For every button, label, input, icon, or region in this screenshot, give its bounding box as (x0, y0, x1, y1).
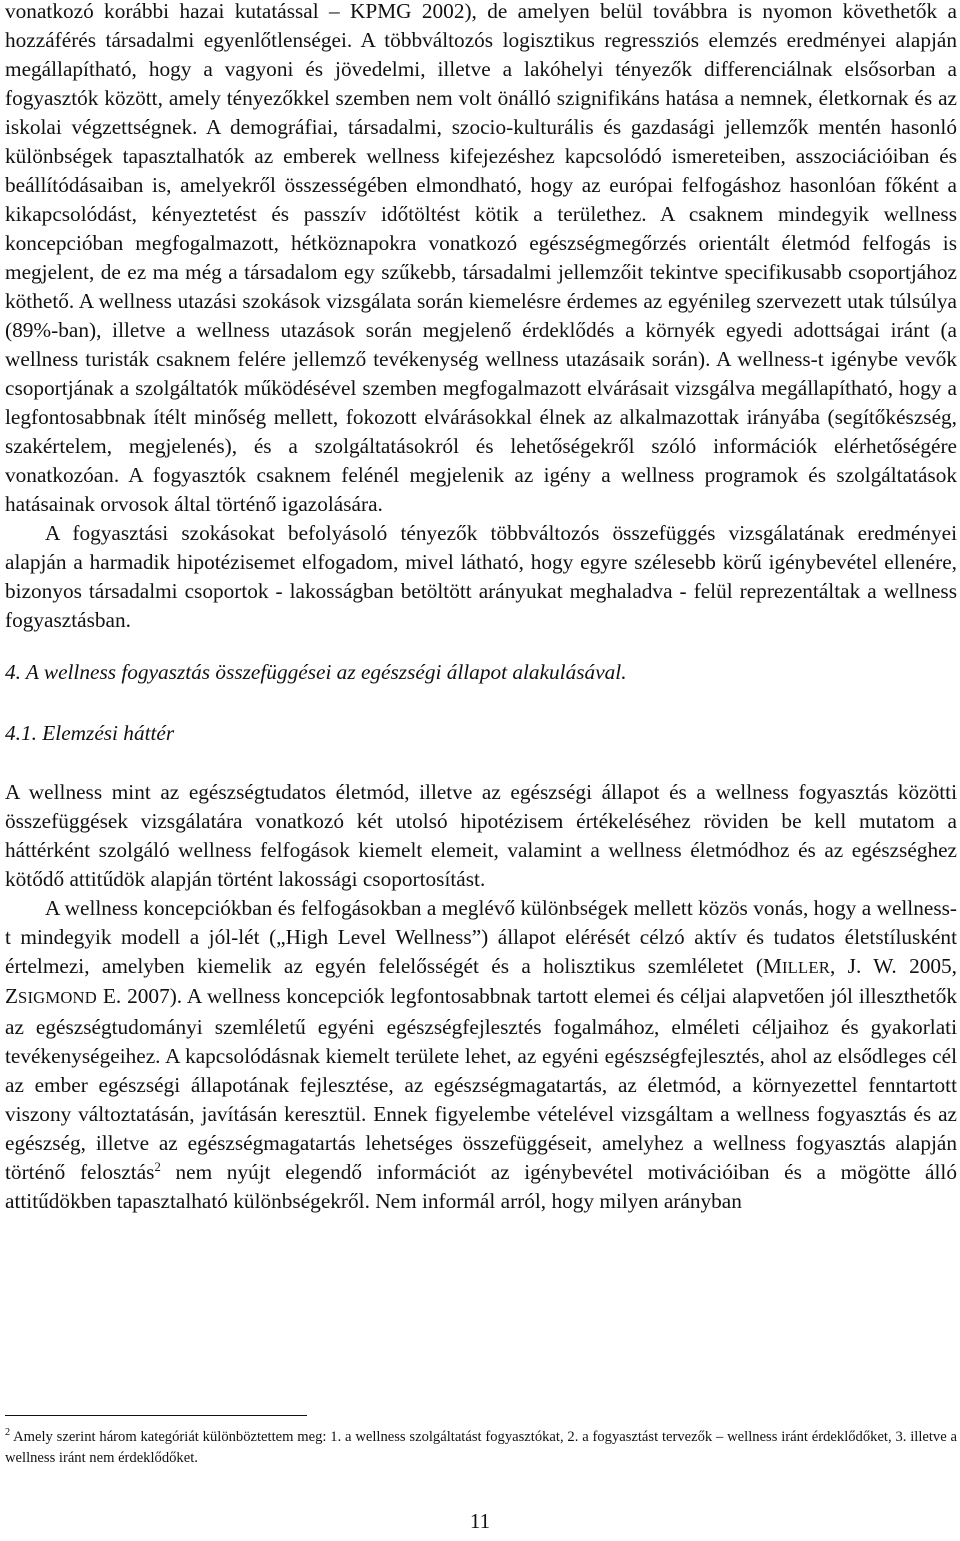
footnote-separator (5, 1415, 307, 1416)
paragraph-4-text-d: nem nyújt elegendő információt az igénybevétel motivációiban és a mögötte álló attitűdökben tapasztalható különbségekről. Nem informál arról, hogy milyen arányban (5, 1159, 957, 1213)
footnote-reference: 2 (154, 1159, 161, 1174)
body-paragraph-1: vonatkozó korábbi hazai kutatással – KPMG 2002), de amelyen belül továbbra is nyomon követhetők a hozzáférés társadalmi egyenlőtlenségei. A többváltozós logisztikus regressziós elemzés eredményei alapján megállapítható, hogy a vagyoni és jövedelmi, illetve a lakóhelyi tényezők differenciálnak elsősorban a fogyasztók között, amely tényezőkkel szemben nem volt önálló szignifikáns hatása a nemnek, életkornak és az iskolai végzettségnek. A demográfiai, társadalmi, szocio-kulturális és gazdasági jellemzők mentén hasonló különbségek tapasztalhatók az emberek wellness kifejezéshez kapcsolódó ismereteiben, asszociációiban és beállítódásaiban is, amelyekről összességében elmondható, hogy az európai felfogáshoz hasonlóan főként a kikapcsolódást, kényeztetést és passzív időtöltést kötik a területhez. A csaknem mindegyik wellness koncepcióban megfogalmazott, hétköznapokra vonatkozó egészségmegőrzés orientált életmód felfogás is megjelent, de ez ma még a társadalom egy szűkebb, társadalmi jellemzőit tekintve specifikusabb csoportjához köthető. A wellness utazási szokások vizsgálata során kiemelésre érdemes az egyénileg szervezett utak túlsúlya (89%-ban), illetve a wellness utazások során megjelenő érdeklődés a környék egyedi adottságai iránt (a wellness turisták csaknem felére jellemző tevékenység wellness utazásaik során). A wellness-t igénybe vevők csoportjának a szolgáltatók működésével szemben megfogalmazott elvárásait vizsgálva megállapítható, hogy a legfontosabbnak ítélt minőség mellett, fokozott elvárásokkal élnek az alkalmazottak irányába (segítőkészség, szakértelem, megjelenés), és a szolgáltatásokról és lehetőségekről szóló információk elérhetőségére vonatkozóan. A fogyasztók csaknem felénél megjelenik az igény a wellness programok és szolgáltatások hatásainak orvosok által történő igazolására. (5, 0, 957, 517)
body-paragraph-2: A fogyasztási szokásokat befolyásoló tényezők többváltozós összefüggés vizsgálatának eredményei alapján a harmadik hipotézisemet elfogadom, mivel látható, hogy egyre szélesebb körű igénybevétel ellenére, bizonyos társadalmi csoportok - lakosságban betöltött arányukat meghaladva - felül reprezentáltak a wellness fogyasztásban. (5, 521, 957, 633)
document-page (5, 0, 957, 1216)
author-miller-smallcaps: ILLER (781, 958, 830, 978)
author-zsigmond-smallcaps: SIGMOND (18, 988, 97, 1008)
section-heading-4: 4. A wellness fogyasztás összefüggései az egészségi állapot alakulásával. (5, 660, 627, 685)
footnote-number: 2 (5, 1427, 11, 1439)
footnote (5, 1427, 957, 1469)
page-number: 11 (469, 1509, 491, 1533)
paragraph-4-text-b: , J. W. 2005, Z (5, 954, 957, 1009)
paragraph-4-text-a: A wellness koncepciókban és felfogásokban a meglévő különbségek mellett közös vonás, hogy a wellness-t mindegyik modell a jól-lét („High Level Wellness”) állapot elérését célzó aktív és tudatos életstílusként értelmezi, amelyben kiemelik az egyén felelősségét és a holisztikus szemléletet (M (5, 896, 957, 979)
footnote-text: Amely szerint három kategóriát különböztettem meg: 1. a wellness szolgáltatást fogyasztókat, 2. a fogyasztást tervezők – wellness iránt érdeklődőket, 3. illetve a wellness iránt nem érdeklődőket. (5, 1429, 957, 1466)
section-heading-4-1: 4.1. Elemzési háttér (5, 721, 175, 746)
body-paragraph-4 (5, 894, 957, 1215)
body-paragraph-3: A wellness mint az egészségtudatos életmód, illetve az egészségi állapot és a wellness fogyasztás közötti összefüggések vizsgálatára vonatkozó két utolsó hipotézisem értékeléséhez röviden be kell mutatom a háttérként szolgáló wellness felfogások kiemelt elemeit, valamint a wellness életmódhoz és az egészséghez kötődő attitűdök alapján történt lakossági csoportosítást. (5, 780, 957, 892)
paragraph-4-text-c: E. 2007). A wellness koncepciók legfontosabbnak tartott elemei és céljai alapvetően jól illeszthetők az egészségtudományi szemléletű egyéni egészségfejlesztés fogalmához, elméleti céljaihoz és gyakorlati tevékenységeihez. A kapcsolódásnak kiemelt területe lehet, az egyéni egészségfejlesztés, ahol az elsődleges cél az ember egészségi állapotának fejlesztése, az egészségmagatartás, az életmód, a környezettel fenntartott viszony változtatásán, javításán keresztül. Ennek figyelembe vételével vizsgáltam a wellness fogyasztás és az egészség, illetve az egészségmagatartás lehetséges összefüggéseit, amelyhez a wellness fogyasztás alapján történő felosztás (5, 984, 957, 1184)
